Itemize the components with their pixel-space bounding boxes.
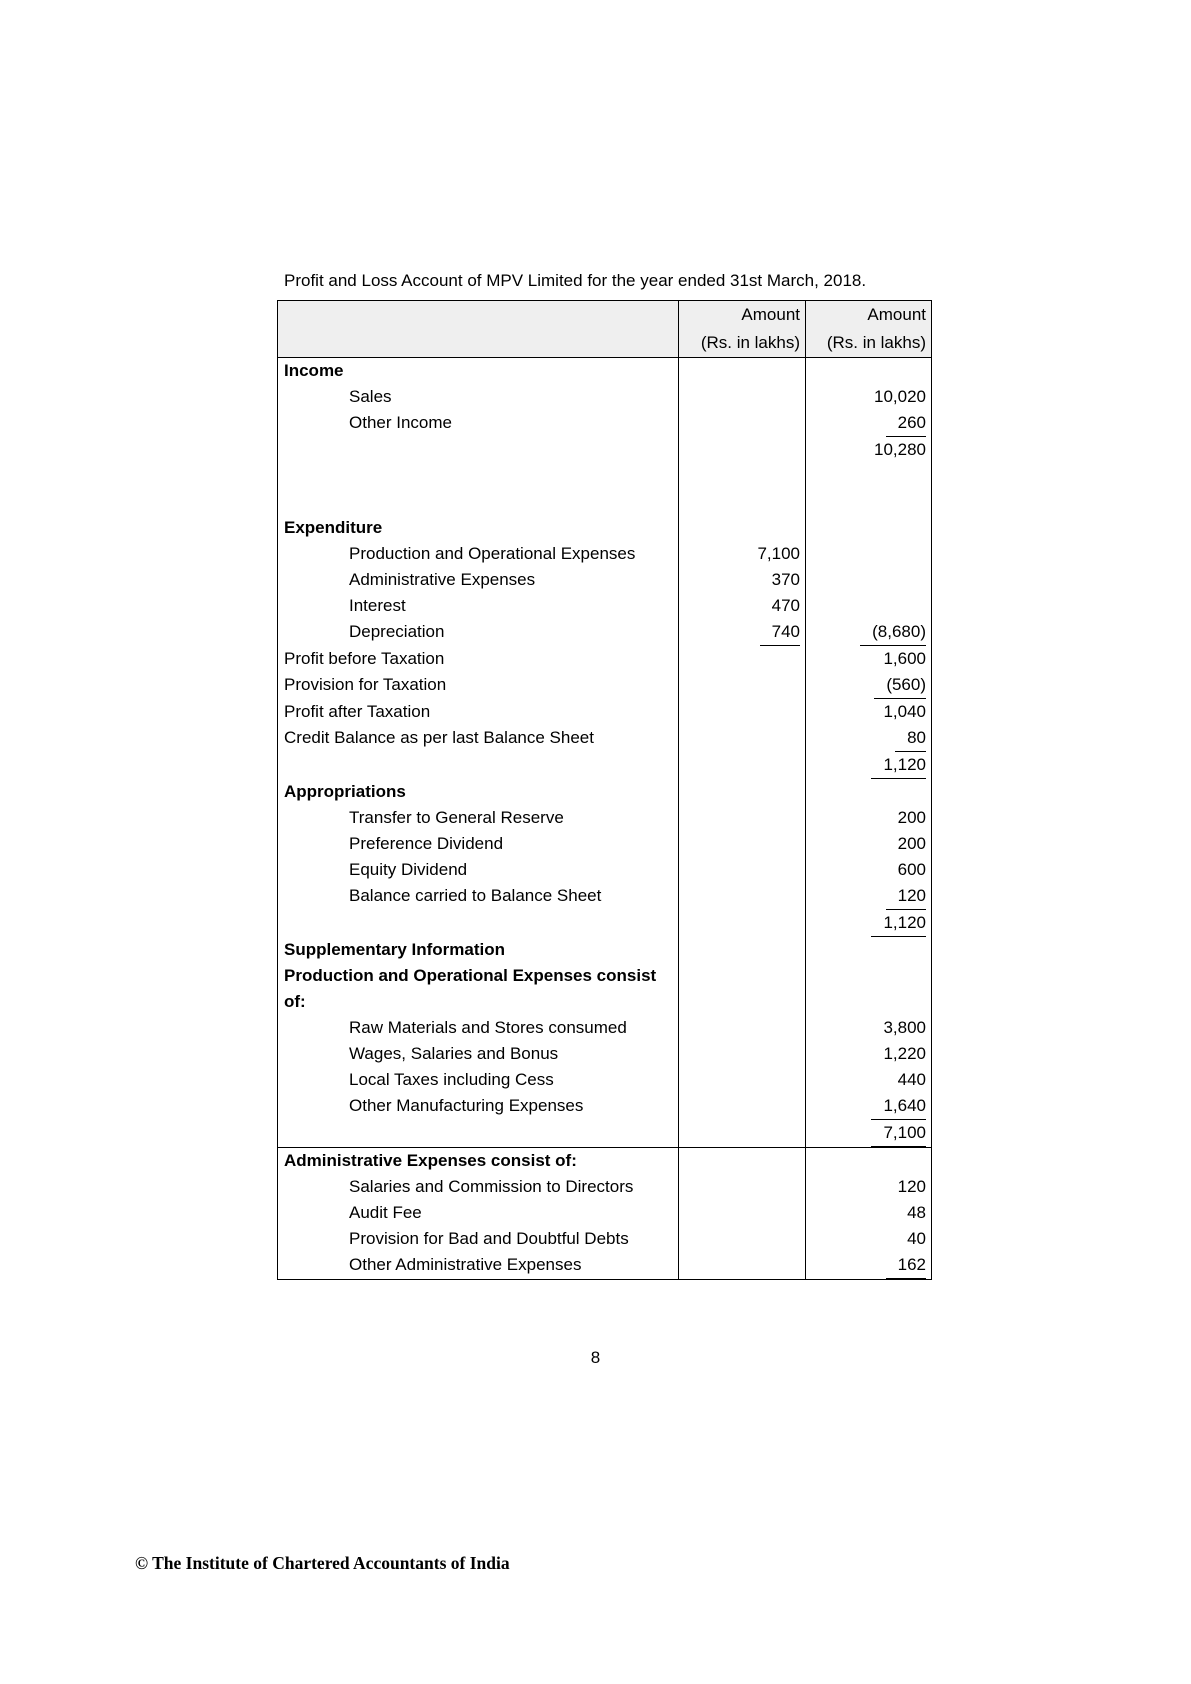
amount-cell-2: [806, 805, 931, 831]
amount-value: 120: [886, 883, 926, 910]
amount-value: 1,640: [871, 1093, 926, 1120]
amount-value: 40: [907, 1229, 926, 1248]
amount-value: 200: [897, 808, 926, 827]
amount-cell-1: [679, 725, 806, 752]
amount-cell-1: [679, 883, 806, 910]
amount-value: 370: [771, 570, 800, 589]
amount-cell-2: [806, 1041, 931, 1067]
amount-value: 440: [897, 1070, 926, 1089]
amount-cell-2: [806, 672, 931, 699]
amount-value: 260: [886, 410, 926, 437]
amount-cell-1: [679, 593, 806, 619]
label-cell: Expenditure: [278, 515, 679, 541]
table-row: [278, 1093, 931, 1120]
table-row: [278, 541, 931, 567]
amount-cell-2: [806, 1174, 931, 1200]
amount-value: 470: [771, 596, 800, 615]
label-cell: Appropriations: [278, 779, 679, 805]
amount-cell-1: [679, 358, 806, 384]
amount-cell-1: [679, 1148, 806, 1174]
table-row: [278, 1147, 931, 1174]
amount-cell-1: [679, 831, 806, 857]
amount-cell-1: [679, 963, 806, 1015]
label-cell: Local Taxes including Cess: [278, 1067, 679, 1093]
amount-value: 200: [897, 834, 926, 853]
amount-cell-2: [806, 1120, 931, 1147]
amount-cell-1: [679, 779, 806, 805]
profit-loss-table: [277, 300, 932, 1280]
table-row: [278, 779, 931, 805]
label-cell: Administrative Expenses: [278, 567, 679, 593]
table-row: [278, 1067, 931, 1093]
amount-cell-2: [806, 779, 931, 805]
label-cell: Interest: [278, 593, 679, 619]
amount-value: 7,100: [871, 1120, 926, 1147]
amount-value: 1,600: [883, 649, 926, 668]
amount-cell-2: [806, 515, 931, 541]
amount-cell-2: [806, 883, 931, 910]
label-cell: [278, 463, 679, 489]
amount-cell-1: [679, 567, 806, 593]
amount-value: 48: [907, 1203, 926, 1222]
amount-cell-1: [679, 699, 806, 725]
table-row: [278, 1174, 931, 1200]
amount-cell-2: [806, 646, 931, 672]
amount-cell-2: [806, 857, 931, 883]
amount-cell-1: [679, 937, 806, 963]
table-row: [278, 883, 931, 910]
footer-copyright: © The Institute of Chartered Accountants of India: [135, 1553, 510, 1573]
page-number: 8: [590, 1348, 601, 1367]
amount-cell-2: [806, 1200, 931, 1226]
label-cell: Provision for Taxation: [278, 672, 679, 699]
label-cell: Credit Balance as per last Balance Sheet: [278, 725, 679, 752]
amount-value: 120: [897, 1177, 926, 1196]
label-cell: Wages, Salaries and Bonus: [278, 1041, 679, 1067]
label-cell: Depreciation: [278, 619, 679, 646]
amount-value: 1,120: [871, 752, 926, 779]
label-cell: Provision for Bad and Doubtful Debts: [278, 1226, 679, 1252]
amount-cell-1: [679, 437, 806, 463]
amount-cell-2: [806, 910, 931, 937]
label-cell: Administrative Expenses consist of:: [278, 1148, 679, 1174]
table-row: [278, 831, 931, 857]
table-row: [278, 358, 931, 384]
page-title: Profit and Loss Account of MPV Limited for the year ended 31st March, 2018.: [284, 271, 867, 290]
amount-value: 80: [895, 725, 926, 752]
label-cell: Other Administrative Expenses: [278, 1252, 679, 1279]
amount-cell-1: [679, 619, 806, 646]
amount-value: (8,680): [860, 619, 926, 646]
amount-cell-2: [806, 1067, 931, 1093]
amount-cell-1: [679, 1120, 806, 1147]
table-row: [278, 410, 931, 437]
amount-cell-2: [806, 725, 931, 752]
label-cell: Balance carried to Balance Sheet: [278, 883, 679, 910]
label-cell: Sales: [278, 384, 679, 410]
header-unit-label: (Rs. in lakhs): [700, 333, 800, 352]
amount-cell-2: [806, 963, 931, 1015]
table-row: [278, 1226, 931, 1252]
table-row: [278, 937, 931, 963]
amount-cell-1: [679, 857, 806, 883]
header-amount-cell-2: [806, 301, 931, 357]
label-cell: Supplementary Information: [278, 937, 679, 963]
table-row: [278, 857, 931, 883]
label-cell: Transfer to General Reserve: [278, 805, 679, 831]
amount-cell-1: [679, 1200, 806, 1226]
amount-cell-1: [679, 1067, 806, 1093]
amount-value: 162: [886, 1252, 926, 1279]
table-row: [278, 619, 931, 646]
amount-cell-1: [679, 410, 806, 437]
amount-value: 740: [760, 619, 800, 646]
header-amount-cell-1: [679, 301, 806, 357]
amount-value: 1,120: [871, 910, 926, 937]
amount-cell-1: [679, 489, 806, 515]
amount-cell-2: [806, 489, 931, 515]
table-row: [278, 1041, 931, 1067]
label-cell: Salaries and Commission to Directors: [278, 1174, 679, 1200]
label-cell: Production and Operational Expenses consist of:: [278, 963, 679, 1015]
table-row: [278, 805, 931, 831]
table-row: [278, 1252, 931, 1279]
amount-cell-1: [679, 910, 806, 937]
amount-cell-2: [806, 1015, 931, 1041]
amount-value: 1,040: [883, 702, 926, 721]
amount-cell-1: [679, 1174, 806, 1200]
table-row-blank: [278, 1120, 931, 1147]
label-cell: [278, 437, 679, 463]
amount-value: 3,800: [883, 1018, 926, 1037]
label-cell: Profit before Taxation: [278, 646, 679, 672]
label-cell: Income: [278, 358, 679, 384]
amount-cell-2: [806, 358, 931, 384]
amount-cell-1: [679, 1093, 806, 1120]
label-cell: Audit Fee: [278, 1200, 679, 1226]
table-row: [278, 646, 931, 672]
header-amount-label: Amount: [867, 305, 926, 324]
table-row: [278, 384, 931, 410]
label-cell: Preference Dividend: [278, 831, 679, 857]
label-cell: Other Manufacturing Expenses: [278, 1093, 679, 1120]
label-cell: Raw Materials and Stores consumed: [278, 1015, 679, 1041]
amount-cell-2: [806, 410, 931, 437]
label-cell: [278, 489, 679, 515]
amount-cell-2: [806, 699, 931, 725]
amount-value: 10,280: [874, 440, 926, 459]
amount-cell-2: [806, 437, 931, 463]
amount-cell-1: [679, 1041, 806, 1067]
amount-value: (560): [874, 672, 926, 699]
amount-cell-2: [806, 1148, 931, 1174]
table-row: [278, 593, 931, 619]
label-cell: [278, 1120, 679, 1147]
label-cell: [278, 752, 679, 779]
label-cell: Profit after Taxation: [278, 699, 679, 725]
table-row: [278, 515, 931, 541]
table-row-blank: [278, 437, 931, 463]
amount-value: 600: [897, 860, 926, 879]
amount-cell-1: [679, 463, 806, 489]
header-unit-label: (Rs. in lakhs): [826, 333, 926, 352]
table-row: [278, 963, 931, 1015]
header-amount-label: Amount: [741, 305, 800, 324]
amount-cell-2: [806, 1226, 931, 1252]
amount-value: 7,100: [757, 544, 800, 563]
amount-cell-1: [679, 384, 806, 410]
amount-cell-2: [806, 937, 931, 963]
amount-cell-2: [806, 1252, 931, 1279]
amount-cell-2: [806, 1093, 931, 1120]
amount-cell-1: [679, 646, 806, 672]
table-row-blank: [278, 489, 931, 515]
amount-cell-1: [679, 515, 806, 541]
amount-cell-1: [679, 1226, 806, 1252]
amount-cell-1: [679, 752, 806, 779]
table-row: [278, 725, 931, 752]
table-row: [278, 699, 931, 725]
table-row-blank: [278, 910, 931, 937]
label-cell: Other Income: [278, 410, 679, 437]
label-cell: Equity Dividend: [278, 857, 679, 883]
amount-cell-2: [806, 541, 931, 567]
amount-value: 1,220: [883, 1044, 926, 1063]
table-row: [278, 672, 931, 699]
header-description-cell: [278, 301, 679, 357]
label-cell: [278, 910, 679, 937]
amount-value: 10,020: [874, 387, 926, 406]
amount-cell-2: [806, 384, 931, 410]
table-row-blank: [278, 752, 931, 779]
table-row-blank: [278, 463, 931, 489]
amount-cell-2: [806, 752, 931, 779]
table-header-row: [278, 301, 931, 358]
amount-cell-2: [806, 831, 931, 857]
amount-cell-2: [806, 593, 931, 619]
amount-cell-1: [679, 1015, 806, 1041]
table-row: [278, 1200, 931, 1226]
table-row: [278, 1015, 931, 1041]
amount-cell-1: [679, 541, 806, 567]
amount-cell-2: [806, 463, 931, 489]
pl-table-body: [278, 358, 931, 1279]
amount-cell-2: [806, 619, 931, 646]
amount-cell-2: [806, 567, 931, 593]
amount-cell-1: [679, 805, 806, 831]
amount-cell-1: [679, 672, 806, 699]
label-cell: Production and Operational Expenses: [278, 541, 679, 567]
amount-cell-1: [679, 1252, 806, 1279]
table-row: [278, 567, 931, 593]
